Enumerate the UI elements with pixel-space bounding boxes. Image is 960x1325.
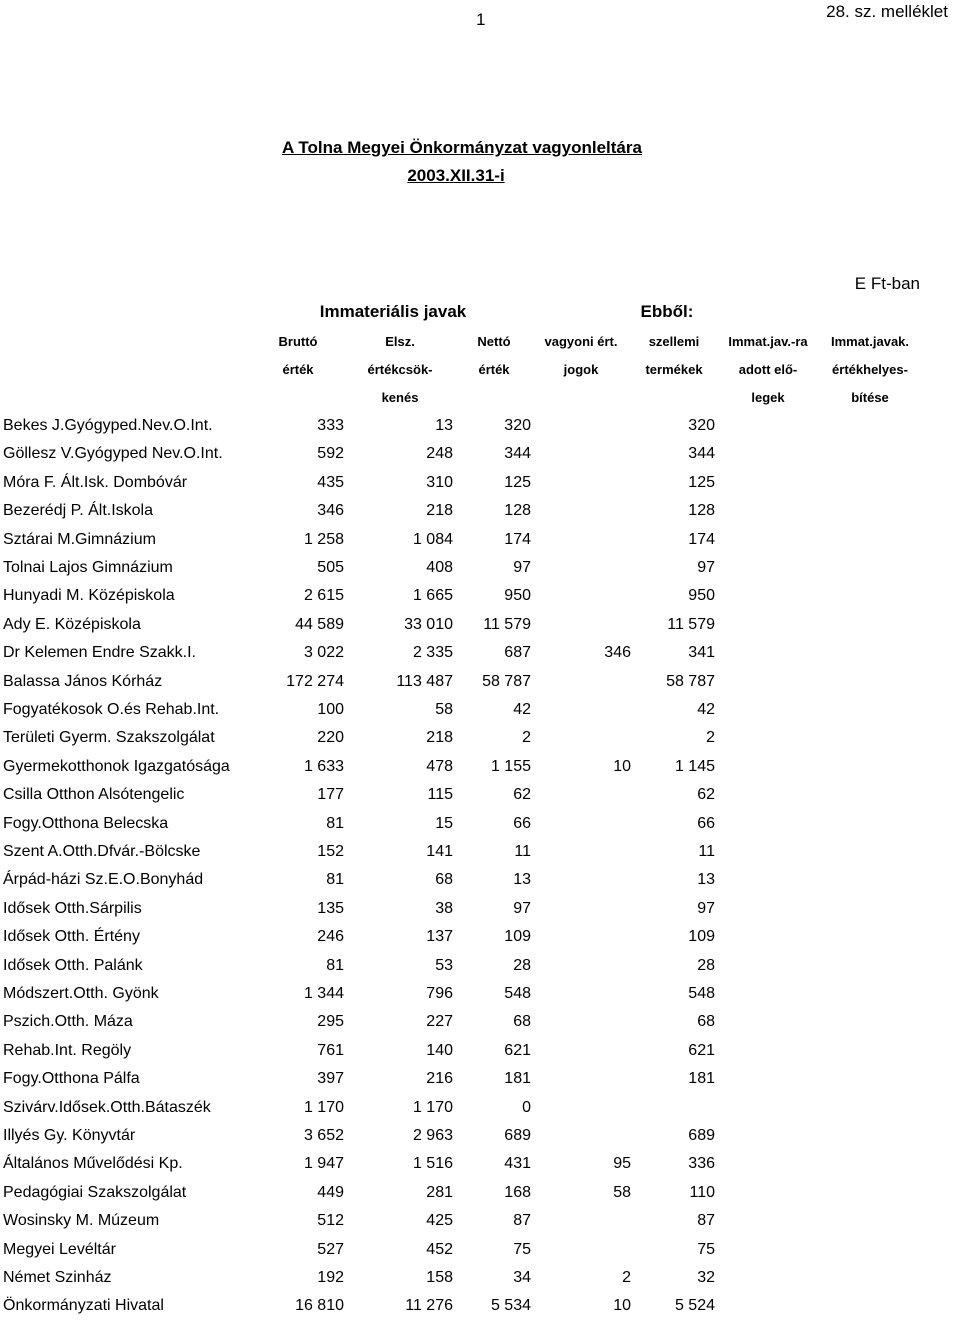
cell-elszamolt: 13 — [435, 417, 453, 434]
row-name: Idősek Otth. Palánk — [3, 956, 143, 974]
cell-elszamolt: 248 — [426, 445, 453, 463]
table-row — [0, 474, 960, 502]
cell-brutto: 172 274 — [286, 672, 344, 690]
row-name: Német Szinház — [3, 1269, 112, 1286]
cell-elszamolt: 227 — [426, 1013, 453, 1031]
column-header: legek — [751, 390, 785, 405]
table-row — [0, 417, 960, 445]
cell-elszamolt: 478 — [426, 757, 453, 775]
unit-label: E Ft-ban — [854, 274, 920, 293]
cell-elszamolt: 38 — [435, 899, 453, 917]
cell-brutto: 1 170 — [303, 1098, 344, 1116]
table-row — [0, 1212, 960, 1240]
cell-vagyoni-jogok: 10 — [613, 757, 631, 775]
cell-netto: 97 — [513, 559, 531, 576]
cell-elszamolt: 68 — [435, 871, 453, 889]
cell-netto: 174 — [504, 530, 531, 548]
cell-szellemi: 621 — [688, 1041, 715, 1059]
cell-elszamolt: 1 665 — [412, 587, 453, 605]
column-header: bítése — [851, 390, 889, 405]
table-row — [0, 1099, 960, 1127]
cell-szellemi: 11 — [698, 843, 715, 860]
cell-netto: 344 — [504, 445, 531, 463]
cell-netto: 62 — [513, 786, 531, 804]
table-row — [0, 1241, 960, 1269]
table-row — [0, 928, 960, 956]
column-header: termékek — [645, 362, 703, 377]
column-header: érték — [282, 362, 314, 377]
cell-szellemi: 128 — [688, 502, 715, 520]
row-name: Idősek Otth.Sárpilis — [3, 899, 142, 917]
cell-brutto: 192 — [317, 1269, 344, 1286]
table-row — [0, 843, 960, 871]
cell-szellemi: 13 — [697, 871, 715, 889]
table-row — [0, 701, 960, 729]
cell-elszamolt: 137 — [426, 928, 453, 946]
cell-elszamolt: 796 — [426, 985, 453, 1002]
group-header-immaterial: Immateriális javak — [319, 302, 467, 321]
cell-netto: 11 — [514, 843, 531, 860]
column-header: értékhelyes- — [832, 362, 908, 377]
cell-brutto: 295 — [317, 1013, 344, 1031]
cell-elszamolt: 1 084 — [412, 530, 453, 548]
row-name: Szivárv.Idősek.Otth.Bátaszék — [3, 1098, 211, 1116]
table-row — [0, 815, 960, 843]
cell-elszamolt: 218 — [426, 502, 453, 520]
cell-vagyoni-jogok: 58 — [613, 1183, 631, 1201]
table-row — [0, 1269, 960, 1297]
table-row — [0, 1155, 960, 1183]
cell-netto: 128 — [504, 502, 531, 520]
cell-brutto: 246 — [317, 928, 344, 946]
cell-elszamolt: 15 — [435, 814, 453, 832]
cell-elszamolt: 113 487 — [396, 672, 453, 690]
cell-elszamolt: 310 — [426, 473, 453, 491]
cell-netto: 548 — [504, 985, 531, 1002]
cell-vagyoni-jogok: 10 — [613, 1297, 631, 1315]
cell-szellemi: 58 787 — [666, 672, 715, 690]
cell-brutto: 3 022 — [303, 644, 344, 662]
row-name: Hunyadi M. Középiskola — [3, 587, 175, 605]
column-header: Elsz. — [385, 334, 415, 349]
cell-elszamolt: 2 963 — [412, 1127, 453, 1144]
row-name: Göllesz V.Gyógyped Nev.O.Int. — [3, 445, 223, 463]
cell-brutto: 177 — [317, 786, 344, 804]
cell-szellemi: 110 — [689, 1183, 715, 1201]
cell-elszamolt: 452 — [426, 1240, 453, 1258]
cell-brutto: 1 258 — [303, 530, 344, 548]
cell-brutto: 220 — [317, 729, 344, 747]
cell-netto: 75 — [513, 1240, 531, 1258]
row-name: Csilla Otthon Alsótengelic — [3, 786, 185, 804]
cell-netto: 28 — [513, 956, 531, 974]
cell-netto: 125 — [504, 473, 531, 491]
cell-szellemi: 950 — [688, 587, 715, 605]
column-header: vagyoni ért. — [544, 334, 618, 349]
cell-netto: 621 — [504, 1041, 531, 1059]
cell-szellemi: 68 — [697, 1013, 715, 1031]
row-name: Fogyatékosok O.és Rehab.Int. — [3, 701, 220, 718]
cell-brutto: 761 — [317, 1041, 344, 1059]
row-name: Ady E. Középiskola — [3, 615, 141, 633]
row-name: Bekes J.Gyógyped.Nev.O.Int. — [3, 417, 213, 434]
cell-brutto: 44 589 — [295, 615, 344, 633]
cell-szellemi: 2 — [706, 729, 715, 747]
cell-brutto: 16 810 — [295, 1297, 344, 1315]
row-name: Megyei Levéltár — [3, 1240, 116, 1258]
cell-elszamolt: 281 — [426, 1183, 453, 1201]
page-number: 1 — [476, 10, 486, 29]
cell-szellemi: 28 — [697, 956, 715, 974]
cell-brutto: 81 — [326, 871, 344, 889]
cell-szellemi: 344 — [688, 445, 715, 463]
cell-netto: 689 — [504, 1127, 531, 1144]
cell-szellemi: 341 — [688, 644, 715, 662]
cell-szellemi: 320 — [688, 417, 715, 434]
cell-szellemi: 125 — [688, 473, 715, 491]
cell-brutto: 81 — [326, 956, 344, 974]
row-name: Általános Művelődési Kp. — [3, 1155, 183, 1173]
cell-netto: 109 — [504, 928, 531, 946]
cell-brutto: 397 — [317, 1070, 344, 1088]
cell-szellemi: 32 — [697, 1269, 715, 1286]
column-header: Immat.javak. — [830, 334, 910, 349]
cell-netto: 2 — [522, 729, 531, 747]
row-name: Illyés Gy. Könyvtár — [3, 1127, 136, 1144]
cell-elszamolt: 158 — [426, 1269, 453, 1286]
table-row — [0, 1070, 960, 1098]
cell-elszamolt: 58 — [435, 701, 453, 718]
table-row — [0, 559, 960, 587]
cell-elszamolt: 140 — [426, 1041, 453, 1059]
cell-netto: 34 — [513, 1269, 531, 1286]
cell-brutto: 135 — [317, 899, 344, 917]
cell-brutto: 512 — [317, 1212, 344, 1230]
cell-vagyoni-jogok: 346 — [604, 644, 631, 662]
cell-szellemi: 42 — [697, 701, 715, 718]
annex-label: 28. sz. melléklet — [826, 2, 948, 21]
cell-brutto: 100 — [317, 701, 344, 718]
cell-brutto: 1 344 — [303, 985, 344, 1002]
row-name: Bezerédj P. Ált.Iskola — [3, 502, 154, 520]
cell-szellemi: 548 — [688, 985, 715, 1002]
row-name: Önkormányzati Hivatal — [3, 1297, 164, 1315]
cell-brutto: 527 — [317, 1240, 344, 1258]
cell-szellemi: 97 — [697, 559, 715, 576]
cell-elszamolt: 11 276 — [405, 1297, 453, 1315]
cell-elszamolt: 1 170 — [412, 1098, 453, 1116]
cell-brutto: 81 — [326, 814, 344, 832]
cell-szellemi: 87 — [697, 1212, 715, 1230]
cell-netto: 320 — [504, 417, 531, 434]
column-header: értékcsök- — [367, 362, 433, 377]
table-row — [0, 1127, 960, 1155]
row-name: Tolnai Lajos Gimnázium — [3, 559, 173, 576]
table-row — [0, 758, 960, 786]
table-row — [0, 673, 960, 701]
table-row — [0, 531, 960, 559]
column-header: Bruttó — [278, 334, 318, 349]
cell-vagyoni-jogok: 95 — [613, 1155, 631, 1173]
cell-netto: 58 787 — [482, 672, 531, 690]
cell-elszamolt: 218 — [426, 729, 453, 747]
cell-elszamolt: 33 010 — [404, 615, 453, 633]
cell-netto: 66 — [513, 814, 531, 832]
cell-netto: 168 — [504, 1183, 531, 1201]
column-header: jogok — [563, 362, 599, 377]
column-header: Nettó — [477, 334, 511, 349]
cell-netto: 5 534 — [490, 1297, 531, 1315]
cell-szellemi: 336 — [688, 1155, 715, 1173]
cell-elszamolt: 2 335 — [412, 644, 453, 662]
cell-netto: 0 — [522, 1098, 531, 1116]
cell-netto: 87 — [513, 1212, 531, 1230]
row-name: Wosinsky M. Múzeum — [3, 1212, 160, 1230]
cell-elszamolt: 141 — [426, 843, 453, 860]
table-row — [0, 729, 960, 757]
row-name: Árpád-házi Sz.E.O.Bonyhád — [3, 871, 204, 889]
row-name: Fogy.Otthona Pálfa — [3, 1070, 140, 1088]
cell-szellemi: 689 — [688, 1127, 715, 1144]
table-row — [0, 587, 960, 615]
column-header: érték — [478, 362, 510, 377]
table-row — [0, 1042, 960, 1070]
column-header: Immat.jav.-ra — [728, 334, 808, 349]
cell-szellemi: 66 — [697, 814, 715, 832]
cell-szellemi: 11 579 — [667, 615, 715, 633]
cell-netto: 97 — [513, 899, 531, 917]
table-row — [0, 871, 960, 899]
cell-elszamolt: 216 — [426, 1070, 453, 1088]
cell-brutto: 435 — [317, 473, 344, 491]
cell-vagyoni-jogok: 2 — [622, 1269, 631, 1286]
row-name: Gyermekotthonok Igazgatósága — [3, 757, 230, 775]
cell-netto: 1 155 — [490, 757, 531, 775]
row-name: Pedagógiai Szakszolgálat — [3, 1183, 187, 1201]
cell-brutto: 1 947 — [303, 1155, 344, 1173]
cell-brutto: 505 — [317, 559, 344, 576]
cell-netto: 13 — [513, 871, 531, 889]
cell-brutto: 449 — [317, 1183, 344, 1201]
column-header: szellemi — [648, 334, 700, 349]
row-name: Balassa János Kórház — [3, 672, 163, 690]
cell-netto: 181 — [504, 1070, 531, 1088]
cell-netto: 687 — [504, 644, 531, 662]
table-row — [0, 644, 960, 672]
table-row — [0, 445, 960, 473]
cell-szellemi: 5 524 — [674, 1297, 715, 1315]
cell-netto: 42 — [513, 701, 531, 718]
row-name: Rehab.Int. Regöly — [3, 1041, 132, 1059]
cell-brutto: 333 — [317, 417, 344, 434]
cell-szellemi: 97 — [697, 899, 715, 917]
document-date: 2003.XII.31-i — [407, 166, 505, 185]
cell-brutto: 3 652 — [303, 1127, 344, 1144]
cell-brutto: 1 633 — [303, 757, 344, 775]
table-row — [0, 900, 960, 928]
cell-szellemi: 181 — [688, 1070, 715, 1088]
cell-netto: 431 — [504, 1155, 531, 1173]
row-name: Fogy.Otthona Belecska — [3, 814, 169, 832]
cell-netto: 950 — [504, 587, 531, 605]
table-row — [0, 1013, 960, 1041]
row-name: Területi Gyerm. Szakszolgálat — [3, 729, 215, 747]
cell-szellemi: 109 — [688, 928, 715, 946]
row-name: Szent A.Otth.Dfvár.-Bölcske — [3, 843, 201, 860]
cell-brutto: 152 — [317, 843, 344, 860]
cell-brutto: 2 615 — [303, 587, 344, 605]
table-row — [0, 786, 960, 814]
document-title: A Tolna Megyei Önkormányzat vagyonleltára — [282, 138, 642, 157]
row-name: Idősek Otth. Értény — [3, 928, 140, 946]
cell-szellemi: 174 — [688, 530, 715, 548]
column-header: adott elő- — [738, 362, 798, 377]
cell-elszamolt: 1 516 — [412, 1155, 453, 1173]
table-row — [0, 1184, 960, 1212]
cell-netto: 68 — [513, 1013, 531, 1031]
cell-elszamolt: 425 — [426, 1212, 453, 1230]
cell-elszamolt: 53 — [435, 956, 453, 974]
cell-szellemi: 1 145 — [674, 757, 715, 775]
cell-netto: 11 579 — [483, 615, 531, 633]
group-header-of-which: Ebből: — [640, 302, 694, 321]
row-name: Dr Kelemen Endre Szakk.I. — [3, 644, 196, 662]
cell-szellemi: 75 — [697, 1240, 715, 1258]
cell-brutto: 346 — [317, 502, 344, 520]
cell-szellemi: 62 — [697, 786, 715, 804]
row-name: Sztárai M.Gimnázium — [3, 530, 156, 548]
row-name: Móra F. Ált.Isk. Dombóvár — [3, 473, 188, 491]
cell-elszamolt: 408 — [426, 559, 453, 576]
row-name: Pszich.Otth. Máza — [3, 1013, 133, 1031]
row-name: Módszert.Otth. Gyönk — [3, 985, 159, 1002]
table-row — [0, 616, 960, 644]
cell-brutto: 592 — [317, 445, 344, 463]
table-row — [0, 985, 960, 1013]
column-header: kenés — [381, 390, 419, 405]
cell-elszamolt: 115 — [427, 786, 453, 804]
table-row — [0, 957, 960, 985]
table-row — [0, 502, 960, 530]
